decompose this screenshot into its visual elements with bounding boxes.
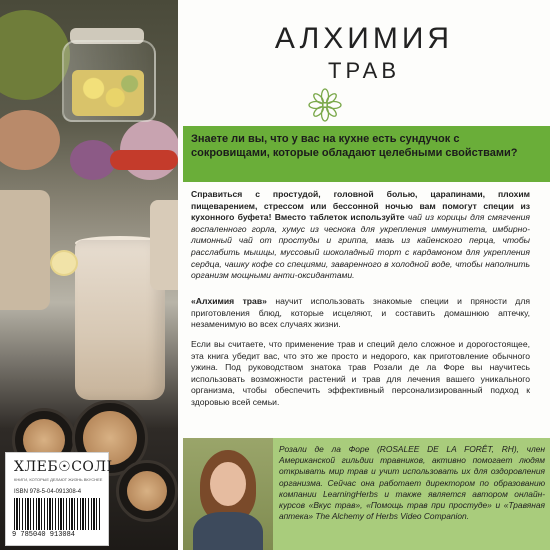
lead-question: Знаете ли вы, что у вас на кухне есть сундучок с сокровищами, которые обладают целебными свойствами? xyxy=(191,133,518,159)
book-title: АЛХИМИЯ xyxy=(274,22,454,55)
isbn: ISBN 978-5-04-091308-4 xyxy=(14,489,82,495)
p2-text: научит использовать знакомые специи и пряности для приготовления блюд, которые исцеляют, и составить домашнюю аптечку, незаменимую во всех случаях жизни. xyxy=(191,296,530,330)
body-paragraph-1 xyxy=(191,189,530,282)
cover-photo xyxy=(0,0,178,550)
author-bio: Розали де ла Форе (ROSALEE DE LA FORÊT, RH), член Американской гильдии травников, активно помогает людям открывать мир трав и учит использовать их для оздоровления организма. Сейчас она работает директором по образованию компании LearningHerbs и также является автором онлайн-курсов «Вкус трав», «Помощь трав при простуде» и «Травяная аптека» The Alchemy of Herbs Video Companion. xyxy=(279,444,545,522)
flower-ornament-icon xyxy=(308,88,342,122)
p1-bold-text: Справиться с простудой, головной болью, царапинами, плохим пищеварением, стрессом или бессонной ночью вам помогут специи из кухонного буфета! Вместо таблеток используйте xyxy=(191,189,530,223)
author-photo xyxy=(183,438,273,550)
book-subtitle: ТРАВ xyxy=(328,58,400,83)
p1-italic-text: чай из корицы для смягчения воспаленного горла, хумус из чеснока для укрепления иммунитета, имбирно-лимонный чай от простуды и гриппа, мазь из кайенского перца, чтобы расслабить мышцы, муссовый шоколадный торт с кардамоном для укрепления сердца, чашку кофе со специями, заваренного в холодной воде, чтобы наполнить организм мощными анти-оксидантами. xyxy=(191,212,531,281)
barcode-image xyxy=(14,498,100,530)
p2-book-name: «Алхимия трав» xyxy=(191,296,267,306)
body-paragraph-2 xyxy=(191,296,530,331)
publisher-logo: ХЛЕБ☉СОЛЬ xyxy=(14,459,117,475)
barcode-digits: 9 785040 913084 xyxy=(12,531,76,539)
publisher-tagline: КНИГИ, КОТОРЫЕ ДЕЛАЮТ ЖИЗНЬ ВКУСНЕЕ xyxy=(14,477,103,482)
body-paragraph-3: Если вы считаете, что применение трав и специй дело сложное и дорогостоящее, эта книга убедит вас, что это же просто и недорого, как приготовление обычного ужина. Под руководством знатока трав Розали де ла Форе вы научитесь использовать возможности растений и трав для лечения вашего уникального организма, чтобы обеспечить эффективный персонализированный подход к здоровью всей семьи. xyxy=(191,339,530,407)
publisher-barcode-box xyxy=(5,452,117,546)
